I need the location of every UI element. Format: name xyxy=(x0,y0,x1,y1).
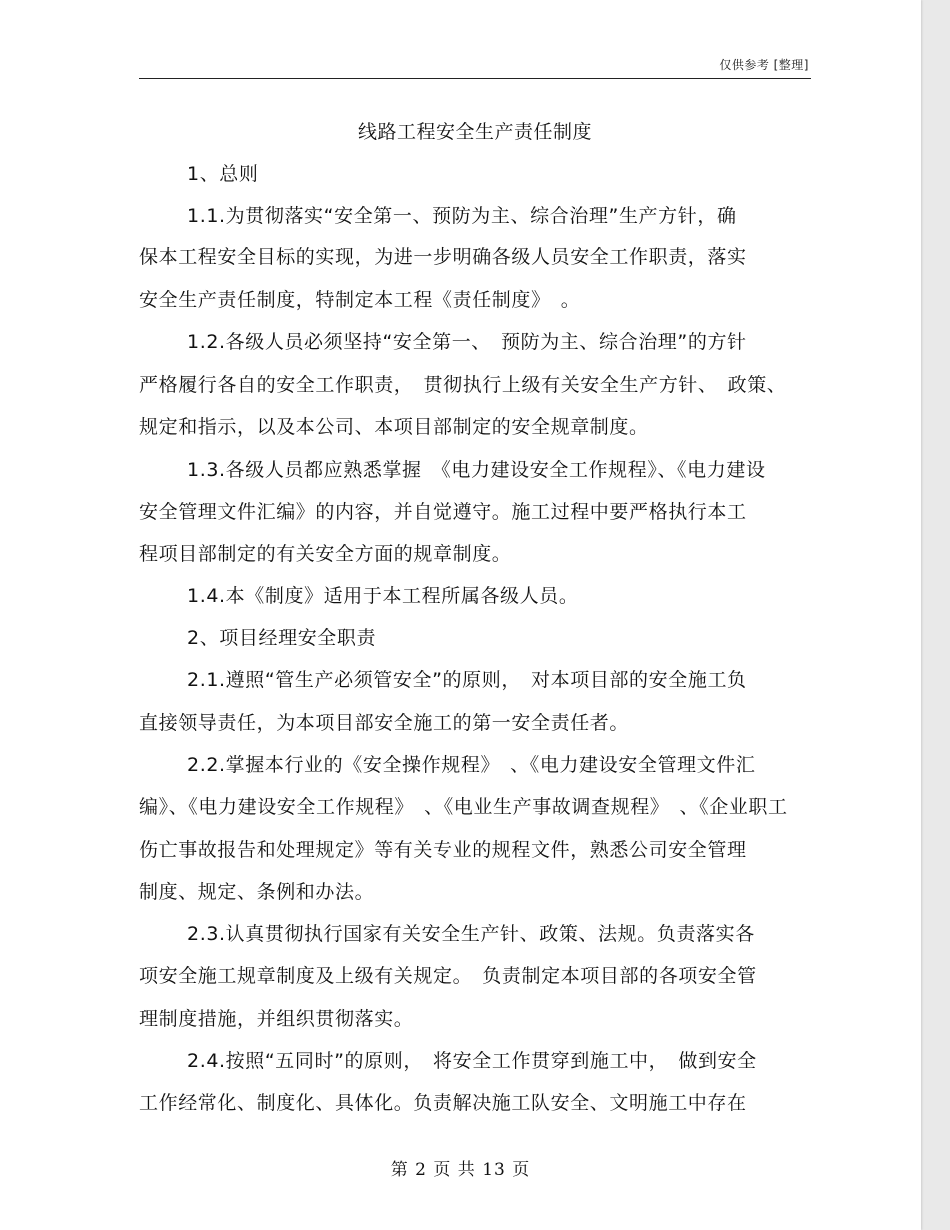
paragraph-line: 安全生产责任制度，特制定本工程《责任制度》 。 xyxy=(139,289,581,311)
paragraph-line: 保本工程安全目标的实现，为进一步明确各级人员安全工作职责，落实 xyxy=(139,246,747,268)
page-header xyxy=(139,54,811,79)
paragraph-line: 安全管理文件汇编》的内容，并自觉遵守。施工过程中要严格执行本工 xyxy=(139,501,747,523)
paragraph-line: 理制度措施，并组织贯彻落实。 xyxy=(139,1008,414,1030)
section-heading: 1、总则 xyxy=(187,163,259,185)
paragraph-line: 规定和指示，以及本公司、本项目部制定的安全规章制度。 xyxy=(139,416,649,438)
paragraph-line: 2.4.按照“五同时”的原则， 将安全工作贯穿到施工中， 做到安全 xyxy=(187,1050,757,1072)
paragraph-line: 直接领导责任，为本项目部安全施工的第一安全责任者。 xyxy=(139,712,630,734)
paragraph-line: 2.1.遵照“管生产必须管安全”的原则， 对本项目部的安全施工负 xyxy=(187,669,747,691)
page-number-footer: 第 2 页 共 13 页 xyxy=(390,1160,531,1180)
paragraph-line: 严格履行各自的安全工作职责， 贯彻执行上级有关安全生产方针、 政策、 xyxy=(139,374,787,396)
paragraph-line: 2.3.认真贯彻执行国家有关安全生产针、政策、法规。负责落实各 xyxy=(187,923,755,945)
header-note: 仅供参考 [整理] xyxy=(719,58,809,72)
paragraph-line: 1.2.各级人员必须坚持“安全第一、 预防为主、综合治理”的方针 xyxy=(187,331,747,353)
paragraph-line: 编》、《电力建设安全工作规程》 、《电业生产事故调查规程》 、《企业职工 xyxy=(139,796,788,818)
paragraph-line: 1.4.本《制度》适用于本工程所属各级人员。 xyxy=(187,585,579,607)
paragraph-line: 制度、规定、条例和办法。 xyxy=(139,881,375,903)
paragraph-line: 项安全施工规章制度及上级有关规定。 负责制定本项目部的各项安全管 xyxy=(139,965,757,987)
paragraph-line: 程项目部制定的有关安全方面的规章制度。 xyxy=(139,543,512,565)
paragraph-line: 伤亡事故报告和处理规定》等有关专业的规程文件，熟悉公司安全管理 xyxy=(139,839,747,861)
paragraph-line: 1.3.各级人员都应熟悉掌握 《电力建设安全工作规程》、《电力建设 xyxy=(187,459,766,481)
document-title: 线路工程安全生产责任制度 xyxy=(357,121,592,143)
section-heading: 2、项目经理安全职责 xyxy=(187,627,377,649)
paragraph-line: 2.2.掌握本行业的《安全操作规程》 、《电力建设安全管理文件汇 xyxy=(187,754,756,776)
paragraph-line: 1.1.为贯彻落实“安全第一、预防为主、综合治理”生产方针，确 xyxy=(187,205,737,227)
paragraph-line: 工作经常化、制度化、具体化。负责解决施工队安全、文明施工中存在 xyxy=(139,1092,747,1114)
